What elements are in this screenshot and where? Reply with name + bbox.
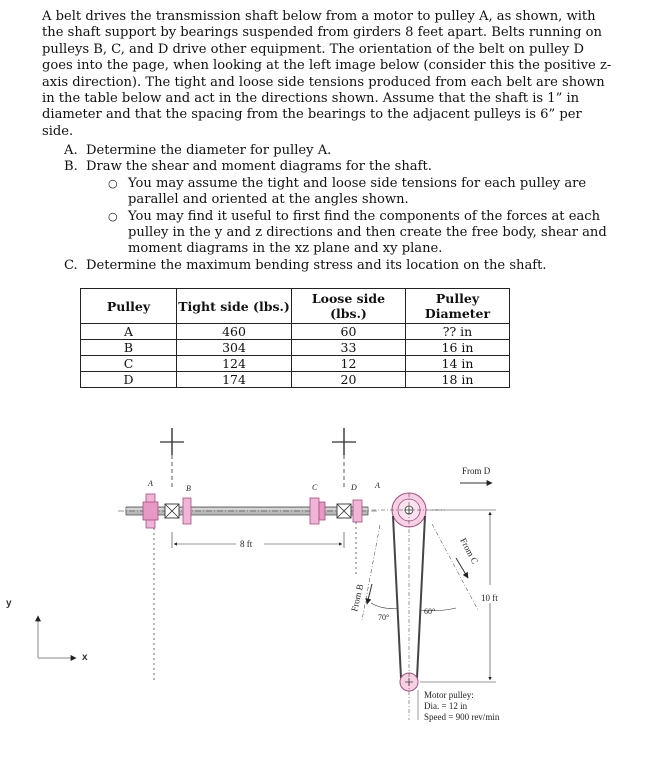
task-list <box>64 143 614 274</box>
label-from-c: From C <box>458 536 481 566</box>
pulley-a-hub <box>143 494 158 528</box>
motor-diameter: Dia. = 12 in <box>424 701 468 711</box>
bearing-right <box>337 504 351 518</box>
arrow-from-b <box>367 584 372 604</box>
table-cell: 14 in <box>406 356 510 372</box>
span-dimension <box>172 532 344 548</box>
axis-x-label: x <box>82 652 88 663</box>
girder-right <box>332 428 356 490</box>
table-cell: ?? in <box>406 324 510 340</box>
table-cell: 12 <box>292 356 406 372</box>
table-cell: 33 <box>292 340 406 356</box>
table-cell: C <box>81 356 177 372</box>
task-c-text: Determine the maximum bending stress and its location on the shaft. <box>86 257 547 273</box>
label-angle-70: 70° <box>378 613 390 622</box>
table-cell: 60 <box>292 324 406 340</box>
girder-left <box>160 428 184 490</box>
bearing-left <box>165 504 179 518</box>
table-cell: A <box>81 324 177 340</box>
label-pulley-d: D <box>351 483 357 492</box>
table-cell: D <box>81 372 177 388</box>
table-cell: 460 <box>177 324 292 340</box>
bullet-circle-icon: ○ <box>108 176 118 190</box>
table-row <box>81 372 510 388</box>
header-loose-side: Loose side (lbs.) <box>292 289 406 324</box>
problem-statement: A belt drives the transmission shaft below from a motor to pulley A, as shown, with the shaft support by bearings suspended from girders 8 feet apart. Belts running on pulleys B, C, and D drive other equipment. The orientation of the belt on pulley D goes into the page, when looking at the left image below (consider this the positive z-axis direction). The tight and loose side tensions produced from each belt are shown in the table below and act in the directions shown. Assume that the shaft is 1” in diameter and that the spacing from the bearings to the adjacent pulleys is 6” per side. <box>42 9 612 139</box>
motor-title: Motor pulley: <box>424 690 474 700</box>
bullet-circle-icon: ○ <box>108 209 118 223</box>
span-label: 8 ft <box>240 539 253 549</box>
axis-y-label: y <box>6 598 12 609</box>
coordinate-axes <box>38 616 76 658</box>
header-pulley: Pulley <box>81 289 177 324</box>
task-a-label: A. <box>64 143 78 158</box>
task-c <box>64 258 614 274</box>
label-pulley-b: B <box>186 484 191 493</box>
label-pulley-a: A <box>148 479 153 488</box>
bullet-text: You may find it useful to first find the components of the forces at each pulley in the y and z directions and then create the free body, shear and moment diagrams in the xz plane and xy plane. <box>128 208 607 257</box>
table-cell: 18 in <box>406 372 510 388</box>
label-from-d: From D <box>462 466 491 476</box>
bullet-item <box>64 209 614 258</box>
task-c-label: C. <box>64 257 78 273</box>
table-cell: 20 <box>292 372 406 388</box>
label-pulley-a-side: A <box>375 481 380 490</box>
label-from-b: From B <box>349 583 366 613</box>
angle-70-arc <box>371 603 398 608</box>
pulley-c-hub <box>310 498 325 524</box>
bullet-text: You may assume the tight and loose side tensions for each pulley are parallel and oriented at the angles shown. <box>128 175 587 208</box>
table-cell: 174 <box>177 372 292 388</box>
table-cell: B <box>81 340 177 356</box>
table-cell: 16 in <box>406 340 510 356</box>
task-a-text: Determine the diameter for pulley A. <box>86 143 332 158</box>
pulley-b-hub <box>183 498 191 524</box>
table-header-row <box>81 289 510 324</box>
table-row <box>81 340 510 356</box>
table-cell: 304 <box>177 340 292 356</box>
height-label: 10 ft <box>481 593 498 603</box>
task-a <box>64 143 614 159</box>
tension-table <box>80 288 510 388</box>
header-tight-side: Tight side (lbs.) <box>177 289 292 324</box>
task-b-label: B. <box>64 159 78 175</box>
table-cell: 124 <box>177 356 292 372</box>
bullet-item <box>64 176 614 209</box>
task-b-text: Draw the shear and moment diagrams for the shaft. <box>86 159 432 175</box>
motor-speed: Speed = 900 rev/min <box>424 712 500 722</box>
pulley-d-hub <box>353 500 362 522</box>
label-angle-60: 60° <box>424 607 436 616</box>
table-row <box>81 324 510 340</box>
arrow-from-c <box>456 558 468 578</box>
shaft-figure <box>0 420 657 762</box>
table-row <box>81 356 510 372</box>
task-b <box>64 159 614 175</box>
label-pulley-c: C <box>312 483 318 492</box>
header-pulley-diameter: Pulley Diameter <box>406 289 510 324</box>
